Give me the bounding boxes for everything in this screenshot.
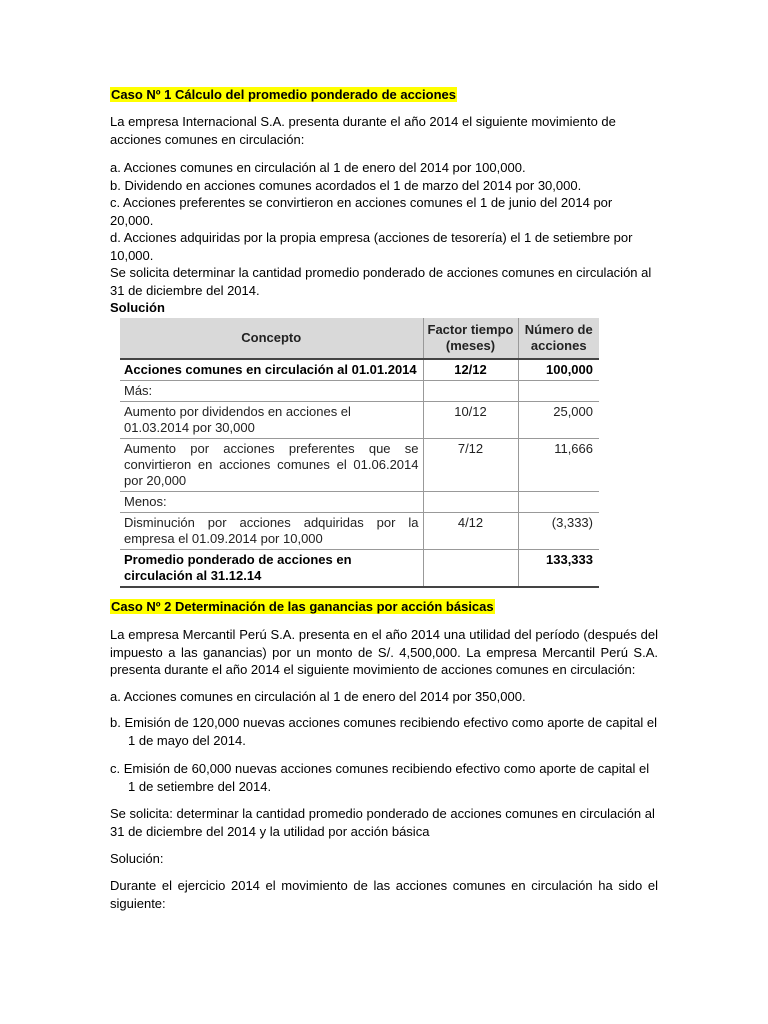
case2-intro: La empresa Mercantil Perú S.A. presenta en el año 2014 una utilidad del período (después del impuesto a las ganancias) por un monto de S/. 4,500,000. La empresa Mercantil Perú S.A. presenta durante el año 2014 el siguiente movimiento de acciones comunes en circulación: <box>110 627 658 677</box>
header-factor-tiempo: Factor tiempo (meses) <box>423 318 518 359</box>
row-shares: 11,666 <box>518 439 599 492</box>
case2-item-a-block <box>110 688 658 706</box>
row-shares <box>518 492 599 513</box>
case1-intro: La empresa Internacional S.A. presenta durante el año 2014 el siguiente movimiento de acciones comunes en circulación: <box>110 114 616 147</box>
case2-title: Caso Nº 2 Determinación de las ganancias por acción básicas <box>111 599 494 614</box>
case2-item-a: a. Acciones comunes en circulación al 1 de enero del 2014 por 350,000. <box>110 689 526 704</box>
table-row <box>120 492 599 513</box>
case1-item-a: a. Acciones comunes en circulación al 1 de enero del 2014 por 100,000. <box>110 160 526 175</box>
case1-heading <box>110 86 658 104</box>
case2-solution-label: Solución: <box>110 851 164 866</box>
row-factor: 7/12 <box>423 439 518 492</box>
row-factor <box>423 492 518 513</box>
case1-title: Caso Nº 1 Cálculo del promedio ponderado de acciones <box>111 87 456 102</box>
row-concept: Menos: <box>120 492 423 513</box>
row-concept: Acciones comunes en circulación al 01.01.2014 <box>120 359 423 381</box>
header-concepto: Concepto <box>120 318 423 359</box>
case2-request: Se solicita: determinar la cantidad promedio ponderado de acciones comunes en circulación al 31 de diciembre del 2014 y la utilidad por acción básica <box>110 806 655 839</box>
case2-heading <box>110 598 658 616</box>
row-factor <box>423 381 518 402</box>
table-row <box>120 359 599 381</box>
row-concept: Aumento por acciones preferentes que se convirtieron en acciones comunes el 01.06.2014 por 20,000 <box>120 439 423 492</box>
row-factor: 10/12 <box>423 402 518 439</box>
table-row-total <box>120 550 599 588</box>
row-concept: Más: <box>120 381 423 402</box>
case2-item-c: c. Emisión de 60,000 nuevas acciones comunes recibiendo efectivo como aporte de capital el 1 de setiembre del 2014. <box>110 761 650 794</box>
table-row <box>120 402 599 439</box>
table-row <box>120 439 599 492</box>
table-row <box>120 381 599 402</box>
row-concept: Promedio ponderado de acciones en circulación al 31.12.14 <box>120 550 423 588</box>
row-factor: 4/12 <box>423 513 518 550</box>
row-shares <box>518 381 599 402</box>
case1-table <box>120 318 599 588</box>
table-header-row <box>120 318 599 359</box>
row-shares: 25,000 <box>518 402 599 439</box>
row-shares: (3,333) <box>518 513 599 550</box>
row-concept: Disminución por acciones adquiridas por la empresa el 01.09.2014 por 10,000 <box>120 513 423 550</box>
row-shares: 100,000 <box>518 359 599 381</box>
case1-list <box>110 159 658 317</box>
row-factor <box>423 550 518 588</box>
header-numero-acciones: Número de acciones <box>518 318 599 359</box>
table-row <box>120 513 599 550</box>
row-concept: Aumento por dividendos en acciones el 01.03.2014 por 30,000 <box>120 402 423 439</box>
case1-item-d: d. Acciones adquiridas por la propia empresa (acciones de tesorería) el 1 de setiembre por 10,000. <box>110 230 633 263</box>
case2-item-c-block <box>110 760 658 795</box>
case2-closing: Durante el ejercicio 2014 el movimiento de las acciones comunes en circulación ha sido el siguiente: <box>110 878 658 911</box>
case1-item-b: b. Dividendo en acciones comunes acordados el 1 de marzo del 2014 por 30,000. <box>110 177 582 193</box>
case2-item-b: b. Emisión de 120,000 nuevas acciones comunes recibiendo efectivo como aporte de capital el 1 de mayo del 2014. <box>110 715 658 748</box>
case1-item-c: c. Acciones preferentes se convirtieron en acciones comunes el 1 de junio del 2014 por 20,000. <box>110 195 613 228</box>
case2-item-b-block <box>110 714 658 749</box>
case1-solution-label: Solución <box>110 300 165 315</box>
row-shares: 133,333 <box>518 550 599 588</box>
case1-request: Se solicita determinar la cantidad promedio ponderado de acciones comunes en circulación al 31 de diciembre del 2014. <box>110 265 652 298</box>
row-factor: 12/12 <box>423 359 518 381</box>
